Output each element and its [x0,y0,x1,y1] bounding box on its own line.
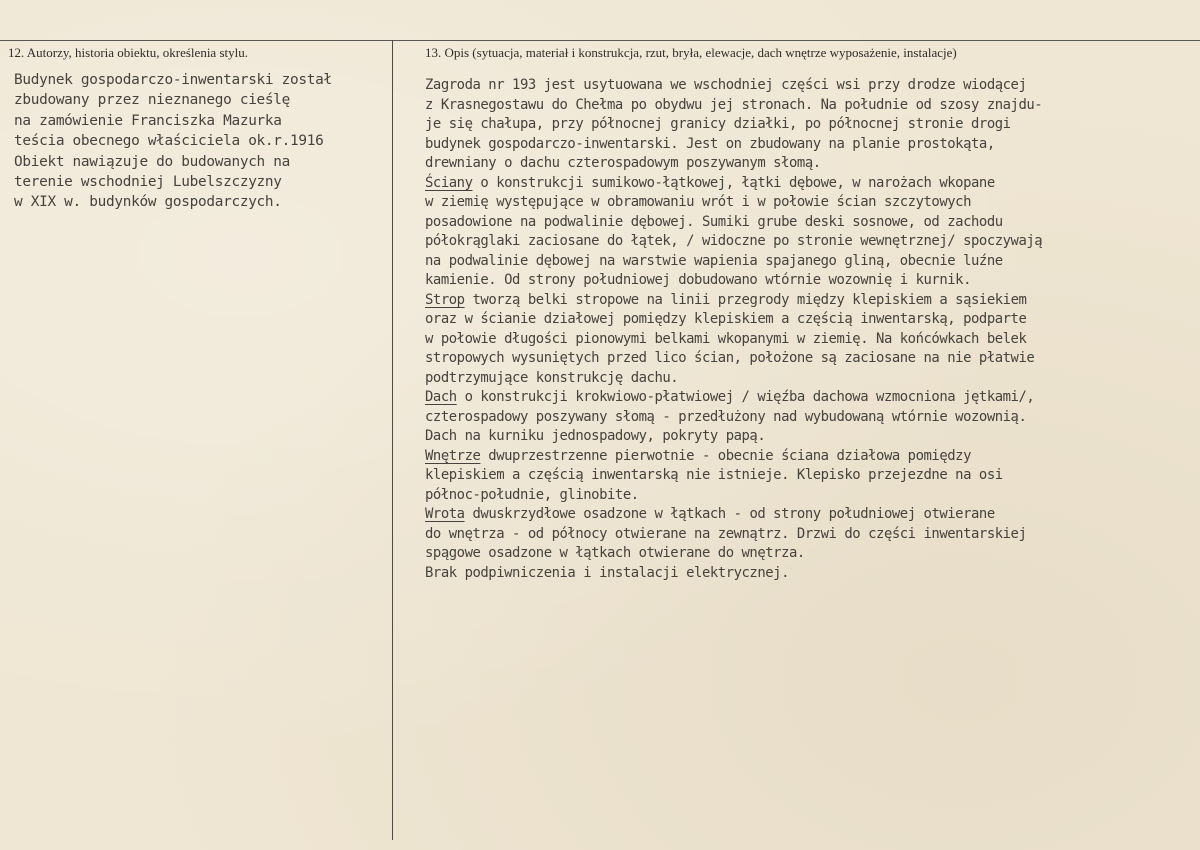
left-text-line: terenie wschodniej Lubelszczyzny [14,174,282,191]
description-line [425,466,1042,486]
description-line-text: Zagroda nr 193 jest usytuowana we wschodniej części wsi przy drodze wiodącej [425,77,1027,93]
description-line [425,564,1042,584]
description-line [425,174,1042,194]
column-divider [392,40,393,840]
description-line-text: półokrąglaki zaciosane do łątek, / widoczne po stronie wewnętrznej/ spoczywają [425,233,1043,249]
section-keyword: Wrota [425,506,465,522]
description-line [425,115,1042,135]
description-text [425,76,1042,583]
description-line-text: o konstrukcji krokwiowo-płatwiowej / więźba dachowa wzmocniona jętkami/, [456,389,1035,405]
description-line-text: drewniany o dachu czterospadowym poszywanym słomą. [425,155,821,171]
description-line-text: je się chałupa, przy północnej granicy działki, po północnej stronie drogi [425,116,1011,132]
description-line-text: w połowie długości pionowymi belkami wkopanymi w ziemię. Na końcówkach belek [425,330,1027,347]
description-line-text: o konstrukcji sumikowo-łątkowej, łątki dębowe, w narożach wkopane [472,174,995,191]
description-line-text: z Krasnegostawu do Chełma po obydwu jej stronach. Na południe od szosy znajdu- [425,96,1043,113]
description-line-text: stropowych wysuniętych przed lico ścian, położone są zaciosane na nie płatwie [425,350,1035,366]
description-line [425,193,1042,213]
left-text-line: w XIX w. budynków gospodarczych. [14,194,282,211]
description-line-text: do wnętrza - od północy otwierane na zewnątrz. Drzwi do części inwentarskiej [425,525,1027,542]
description-line [425,388,1042,408]
description-line-text: w ziemię występujące w obramowaniu wrót i w połowie ścian szczytowych [425,194,971,210]
description-line-text: dwuprzestrzenne pierwotnie - obecnie ściana działowa pomiędzy [480,447,971,464]
description-line [425,525,1042,545]
description-line-text: na podwalinie dębowej na warstwie wapienia spajanego gliną, obecnie luźne [425,252,1003,269]
description-line [425,252,1042,272]
header-rule [0,40,1200,41]
description-line [425,486,1042,506]
left-text-line: Budynek gospodarczo-inwentarski został [14,72,332,88]
description-line [425,96,1042,116]
description-line [425,154,1042,174]
description-line [425,447,1042,467]
section-keyword: Ściany [425,174,473,191]
description-line [425,76,1042,96]
description-line-text: posadowione na podwalinie dębowej. Sumiki grube deski sosnowe, od zachodu [425,213,1003,230]
description-line-text: spągowe osadzone w łątkach otwierane do wnętrza. [425,545,805,561]
description-line-text: Brak podpiwniczenia i instalacji elektrycznej. [425,564,789,581]
left-text-line: teścia obecnego właściciela ok.r.1916 [14,133,324,150]
description-line [425,213,1042,233]
description-line [425,271,1042,291]
left-text-line: na zamówienie Franciszka Mazurka [14,112,282,129]
section-13-heading: 13. Opis (sytuacja, materiał i konstrukcja, rzut, bryła, elewacje, dach wnętrze wyposażenie, instalacje) [425,45,957,60]
left-text-line: zbudowany przez nieznanego cieślę [14,92,291,109]
description-line [425,369,1042,389]
description-line-text: klepiskiem a częścią inwentarską nie istnieje. Klepisko przejezdne na osi [425,467,1003,483]
description-line [425,232,1042,252]
left-text-line: Obiekt nawiązuje do budowanych na [14,153,291,170]
description-line-text: kamienie. Od strony południowej dobudowano wtórnie wozownię i kurnik. [425,272,971,288]
description-line [425,544,1042,564]
section-keyword: Dach [425,389,457,405]
description-line [425,427,1042,447]
description-line [425,330,1042,350]
description-line-text: czterospadowy poszywany słomą - przedłużony nad wybudowaną wtórnie wozownią. [425,408,1027,425]
section-12-heading: 12. Autorzy, historia obiektu, określenia stylu. [8,45,248,60]
section-keyword: Wnętrze [425,447,481,464]
description-line-text: północ-południe, glinobite. [425,486,639,503]
authors-history-text [14,70,332,213]
description-line-text: tworzą belki stropowe na linii przegrody między klepiskiem a sąsiekiem [464,291,1027,308]
description-line-text: budynek gospodarczo-inwentarski. Jest on zbudowany na planie prostokąta, [425,135,995,152]
description-line [425,135,1042,155]
section-keyword: Strop [425,291,465,308]
description-line [425,408,1042,428]
description-line-text: dwuskrzydłowe osadzone w łątkach - od strony południowej otwierane [464,506,995,522]
description-line-text: oraz w ścianie działowej pomiędzy klepiskiem a częścią inwentarską, podparte [425,311,1027,327]
description-line [425,310,1042,330]
description-line [425,349,1042,369]
description-line-text: Dach na kurniku jednospadowy, pokryty papą. [425,428,766,444]
description-line-text: podtrzymujące konstrukcję dachu. [425,369,679,386]
description-line [425,291,1042,311]
description-line [425,505,1042,525]
